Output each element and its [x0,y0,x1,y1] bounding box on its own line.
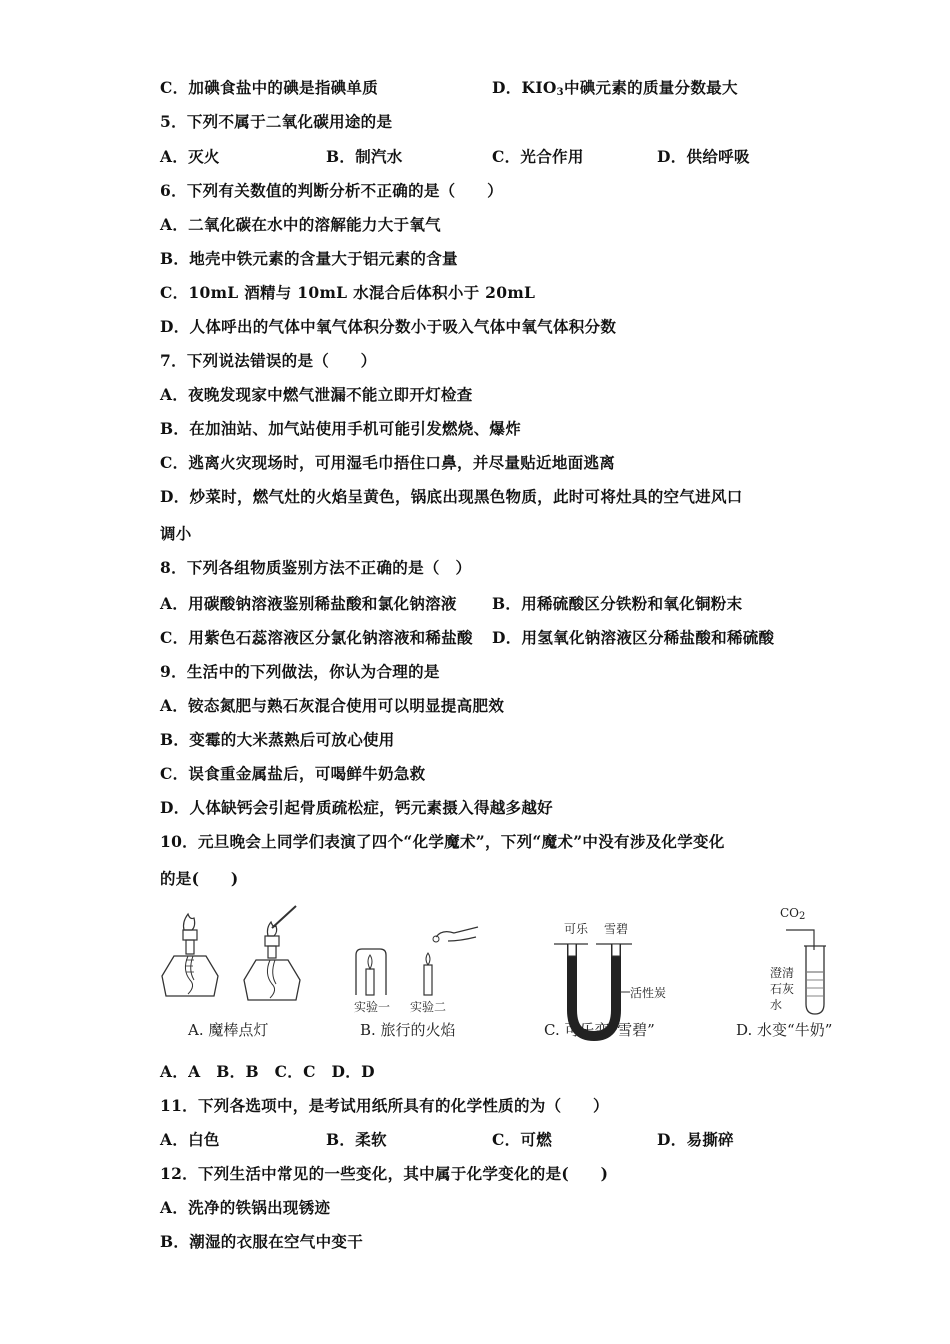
label-limewater-1: 澄清 [770,966,795,980]
q8-stem: 8．下列各组物质鉴别方法不正确的是（ ） [160,558,472,577]
q10-stem-line2: 的是( ) [160,869,239,888]
q4-option-d [492,78,738,103]
q5-option-d: D．供给呼吸 [657,147,750,166]
q7-option-d-line1: D．炒菜时，燃气灶的火焰呈黄色，锅底出现黑色物质，此时可将灶具的空气进风口 [160,487,743,506]
q9-option-c: C．误食重金属盐后，可喝鲜牛奶急救 [160,764,426,783]
q6-stem: 6．下列有关数值的判断分析不正确的是（ ） [160,181,503,200]
q11-stem: 11．下列各选项中，是考试用纸所具有的化学性质的为（ ） [160,1096,609,1115]
caption-a: A. 魔棒点灯 [188,1021,269,1039]
q5-option-c: C．光合作用 [492,147,584,166]
q4-option-d-pre: D．KIO [492,78,557,97]
q5-option-b: B．制汽水 [326,147,403,166]
q10-figure [160,900,860,1050]
q11-option-b: B．柔软 [326,1130,387,1149]
label-limewater-2: 石灰 [770,982,795,996]
q4-option-d-post: 中碘元素的质量分数最大 [563,78,738,97]
label-activated-carbon: 活性炭 [630,986,667,1000]
q12-option-a: A．洗净的铁锅出现锈迹 [160,1198,331,1217]
candle-experiment-icon [350,915,490,1005]
alcohol-lamp-icon [160,900,240,1000]
label-sprite: 雪碧 [604,922,629,936]
label-co2-text: CO [780,906,800,920]
q12-stem: 12．下列生活中常见的一些变化，其中属于化学变化的是( ) [160,1164,609,1183]
q11-option-a: A．白色 [160,1130,220,1149]
q10-stem-line1: 10．元旦晚会上同学们表演了四个“化学魔术”，下列“魔术”中没有涉及化学变化 [160,832,725,851]
q7-stem: 7．下列说法错误的是（ ） [160,351,377,370]
q12-option-b: B．潮湿的衣服在空气中变干 [160,1232,364,1251]
q6-option-b: B．地壳中铁元素的含量大于铝元素的含量 [160,249,458,268]
caption-d: D. 水变“牛奶” [736,1021,833,1039]
q9-option-b: B．变霉的大米蒸熟后可放心使用 [160,730,395,749]
label-cola: 可乐 [564,922,589,936]
q8-option-c: C．用紫色石蕊溶液区分氯化钠溶液和稀盐酸 [160,628,473,647]
q7-option-a: A．夜晚发现家中燃气泄漏不能立即开灯检查 [160,385,473,404]
q7-option-c: C．逃离火灾现场时，可用湿毛巾捂住口鼻，并尽量贴近地面逃离 [160,453,616,472]
q8-option-b: B．用稀硫酸区分铁粉和氧化铜粉末 [492,594,743,613]
q6-option-d: D．人体呼出的气体中氧气体积分数小于吸入气体中氧气体积分数 [160,317,617,336]
q9-option-d: D．人体缺钙会引起骨质疏松症，钙元素摄入得越多越好 [160,798,553,817]
q7-option-b: B．在加油站、加气站使用手机可能引发燃烧、爆炸 [160,419,522,438]
q4-option-d-sub: 3 [556,87,564,98]
q9-option-a: A．铵态氮肥与熟石灰混合使用可以明显提高肥效 [160,696,505,715]
q6-option-a: A．二氧化碳在水中的溶解能力大于氧气 [160,215,441,234]
label-exp1: 实验一 [354,1000,391,1014]
caption-c: C. 可乐变“雪碧” [544,1021,655,1039]
q9-stem: 9．生活中的下列做法，你认为合理的是 [160,662,440,681]
label-limewater-3: 水 [770,998,783,1012]
q8-option-d: D．用氢氧化钠溶液区分稀盐酸和稀硫酸 [492,628,775,647]
q5-stem: 5．下列不属于二氧化碳用途的是 [160,112,393,131]
q8-option-a: A．用碳酸钠溶液鉴别稀盐酸和氯化钠溶液 [160,594,457,613]
q5-option-a: A．灭火 [160,147,220,166]
q7-option-d-line2: 调小 [160,524,192,543]
q11-option-c: C．可燃 [492,1130,553,1149]
alcohol-lamp-with-rod-icon [242,900,342,1005]
q6-option-c: C．10mL 酒精与 10mL 水混合后体积小于 20mL [160,283,536,302]
q11-option-d: D．易撕碎 [657,1130,734,1149]
label-co2-sub: 2 [799,911,806,922]
q10-options: A．A B．B C．C D．D [160,1062,375,1081]
label-exp2: 实验二 [410,1000,447,1014]
caption-b: B. 旅行的火焰 [360,1021,456,1039]
q4-option-c: C．加碘食盐中的碘是指碘单质 [160,78,379,97]
